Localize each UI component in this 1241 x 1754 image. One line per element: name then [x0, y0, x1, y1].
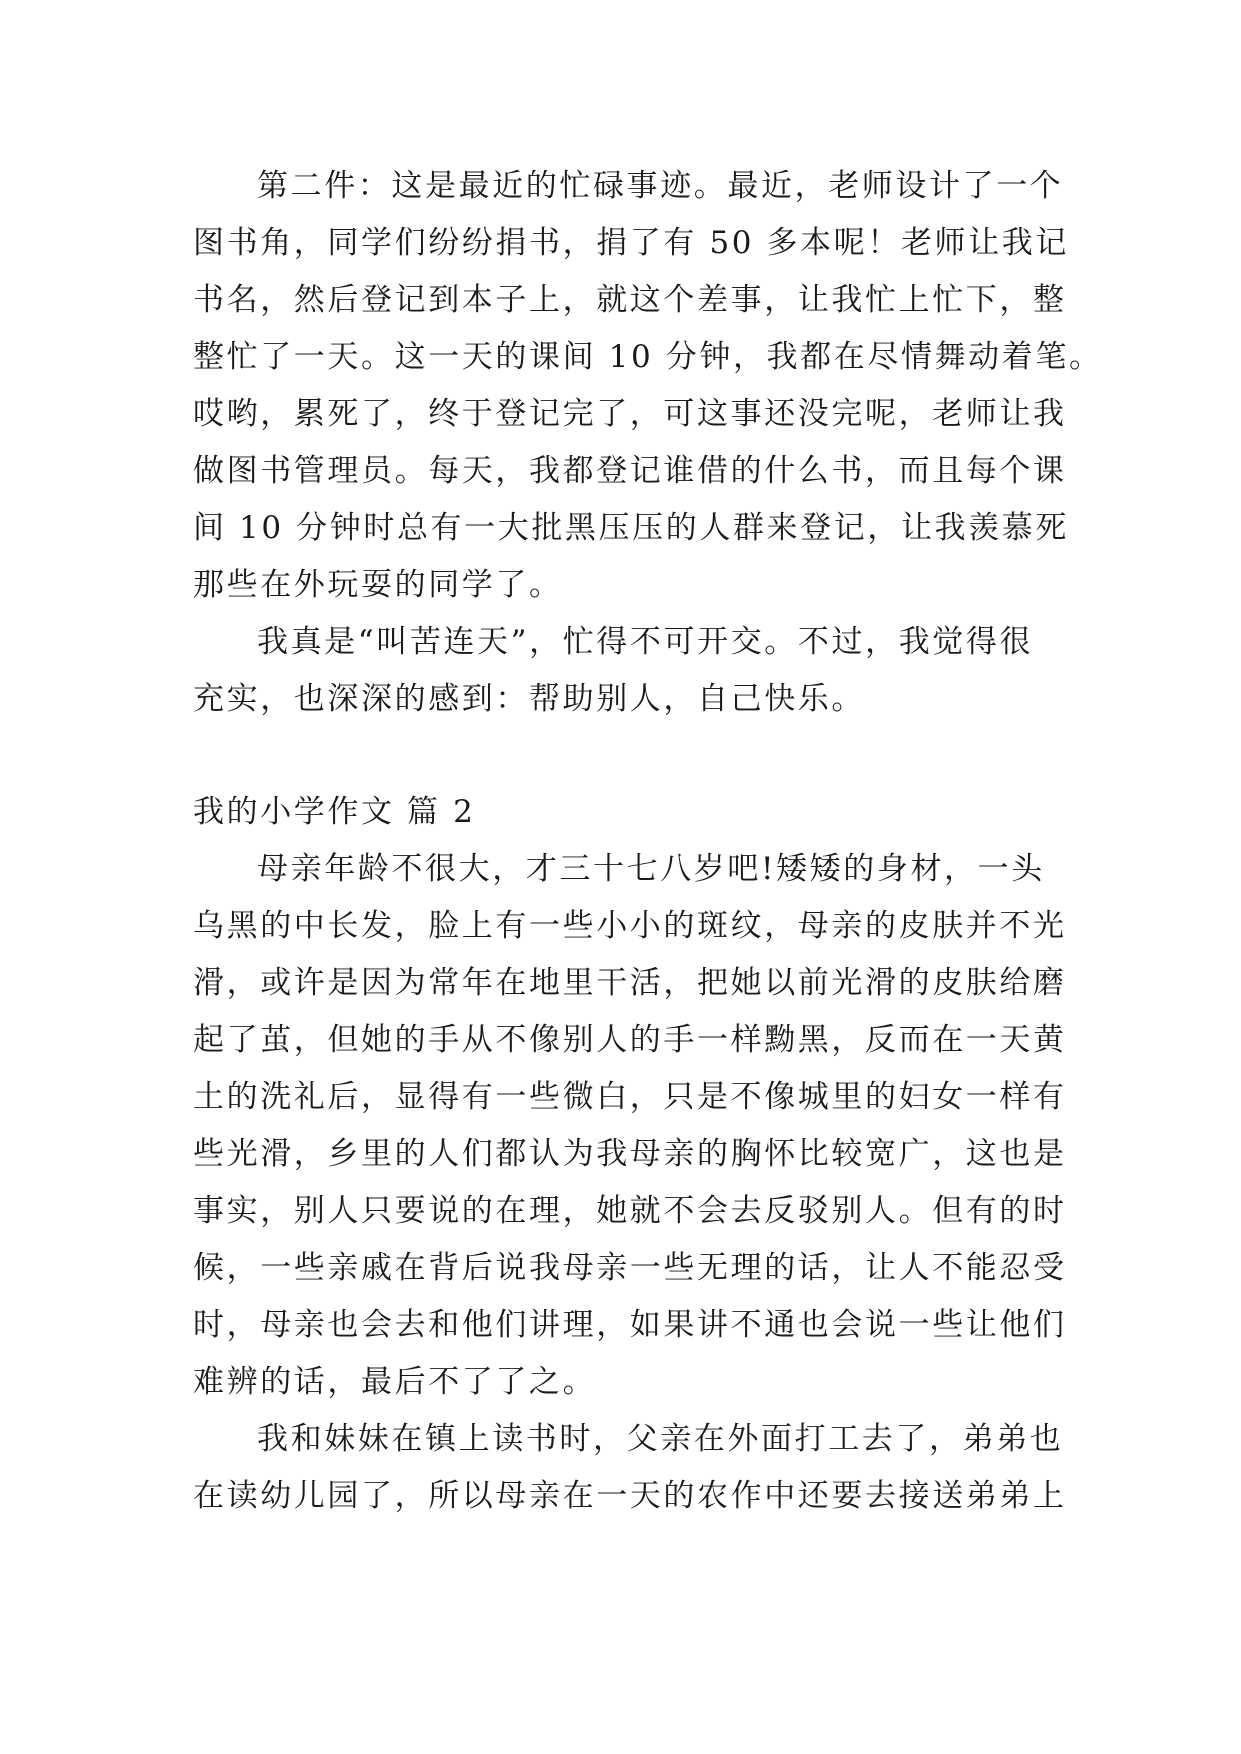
paragraph-line: 我和妹妹在镇上读书时，父亲在外面打工去了，弟弟也 — [257, 1421, 1064, 1457]
paragraph-line: 土的洗礼后，显得有一些微白，只是不像城里的妇女一样有 — [193, 1079, 1067, 1115]
paragraph-line: 图书角，同学们纷纷捐书，捐了有 50 多本呢！老师让我记 — [193, 225, 1069, 261]
paragraph-line: 难辨的话，最后不了了之。 — [193, 1364, 597, 1400]
paragraph-line: 做图书管理员。每天，我都登记谁借的什么书，而且每个课 — [193, 453, 1067, 489]
paragraph-line: 我真是“叫苦连天”，忙得不可开交。不过，我觉得很 — [257, 624, 1034, 660]
section-heading: 我的小学作文 篇 2 — [193, 794, 476, 830]
paragraph-line: 滑，或许是因为常年在地里干活，把她以前光滑的皮肤给磨 — [193, 965, 1067, 1001]
paragraph-line: 那些在外玩耍的同学了。 — [193, 567, 563, 603]
paragraph-line: 事实，别人只要说的在理，她就不会去反驳别人。但有的时 — [193, 1193, 1067, 1229]
paragraph-line: 些光滑，乡里的人们都认为我母亲的胸怀比较宽广，这也是 — [193, 1136, 1067, 1172]
paragraph-line: 在读幼儿园了，所以母亲在一天的农作中还要去接送弟弟上 — [193, 1478, 1067, 1514]
paragraph-line: 间 10 分钟时总有一大批黑压压的人群来登记，让我羡慕死 — [193, 510, 1069, 546]
paragraph-line: 书名，然后登记到本子上，就这个差事，让我忙上忙下，整 — [193, 282, 1067, 318]
paragraph-line: 第二件：这是最近的忙碌事迹。最近，老师设计了一个 — [257, 168, 1064, 204]
paragraph-line: 时，母亲也会去和他们讲理，如果讲不通也会说一些让他们 — [193, 1307, 1067, 1343]
paragraph-line: 母亲年龄不很大，才三十七八岁吧!矮矮的身材，一头 — [257, 851, 1045, 887]
paragraph-line: 充实，也深深的感到：帮助别人，自己快乐。 — [193, 681, 865, 717]
paragraph-line: 起了茧，但她的手从不像别人的手一样黝黑，反而在一天黄 — [193, 1022, 1067, 1058]
paragraph-line: 哎哟，累死了，终于登记完了，可这事还没完呢，老师让我 — [193, 396, 1067, 432]
paragraph-line: 整忙了一天。这一天的课间 10 分钟，我都在尽情舞动着笔。 — [193, 339, 1103, 375]
paragraph-line: 乌黑的中长发，脸上有一些小小的斑纹，母亲的皮肤并不光 — [193, 908, 1067, 944]
paragraph-line: 候，一些亲戚在背后说我母亲一些无理的话，让人不能忍受 — [193, 1250, 1067, 1286]
